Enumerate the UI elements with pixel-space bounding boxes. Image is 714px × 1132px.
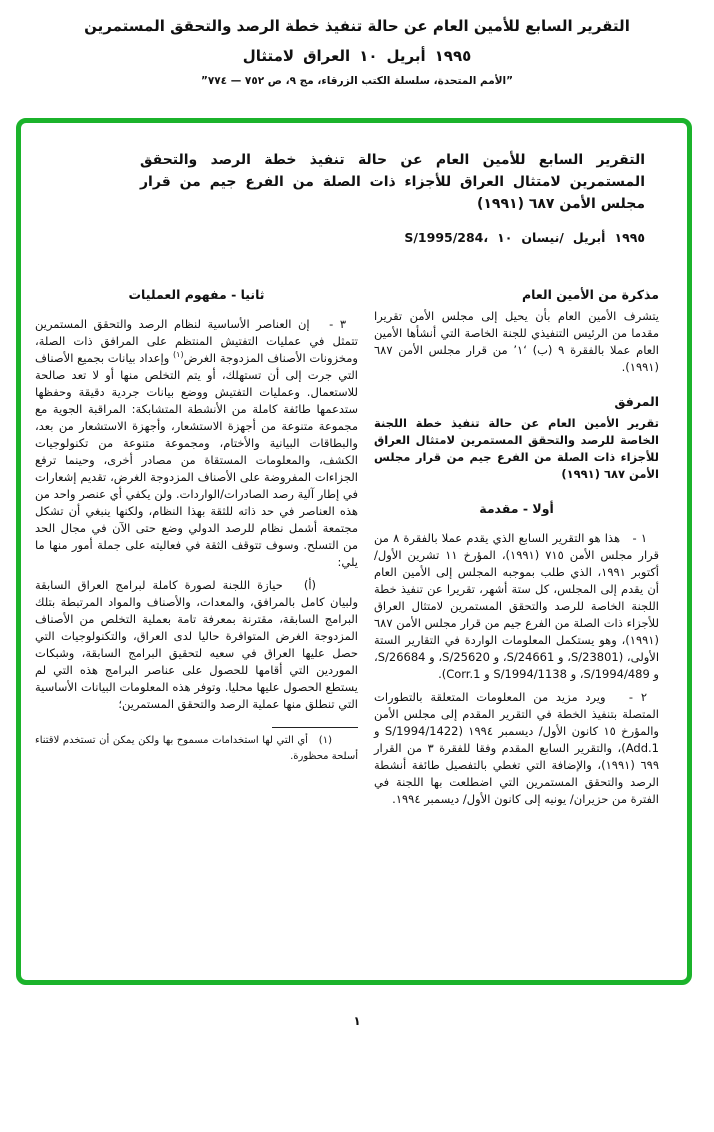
annex-heading: المرفق bbox=[614, 394, 659, 409]
header-source-line: ”الأمم المتحدة، سلسلة الكتب الزرقاء، مج ٩، ص ‎٧٥٢ — ٧٧٤‎” bbox=[200, 75, 514, 87]
paragraph-1: ١ - هذا هو التقرير السابع الذي يقدم عملا بالفقرة ٨ من قرار مجلس الأمن ٧١٥ (١٩٩١)، المؤرخ ١١ تشرين الأول/ أكتوبر ١٩٩١، الذي طلب بموجبه المجلس إلى الأمين العام أن يقدم إلى المجلس، كل ستة أشهر، تقريرا عن تنفيذ خطة اللجنة الخاصة للرصد والتحقق المستمرين لامتثال العراق للأجزاء ذات الصلة من الفرع جيم من قرار مجلس الأمن ٦٨٧ (١٩٩١)، وهو يستكمل المعلومات الواردة في التقارير الستة الأولى، (S/23801، و S/24661، و S/25620، و S/26684، و S/1994/489، و S/1994/1138 و Corr.1). bbox=[374, 531, 660, 681]
document-symbol: S/1995/284، bbox=[404, 230, 489, 245]
header-date-year: ١٩٩٥ bbox=[434, 47, 472, 65]
document-date-year: ١٩٩٥ bbox=[614, 230, 645, 245]
section-1-heading: أولا - مقدمة bbox=[479, 501, 554, 516]
paragraph-3-text-b: وإعداد بيانات بجميع الأصناف التي جرت إلى أن تستهلك، أو يتم التخلص منها أو لا تعد صالحة للاستعمال. وعمليات التفتيش ووضع بيانات جردية دقيقة وحفظها ستدعمها طائفة كاملة من الأنشطة المتشابكة: المراقبة الجوية مع مجموعة متنوعة من أجهزة الاستشعار، وأجهزة الاستشعار من بعد، والبطاقات البيانية والأختام، ومجموعة متنوعة من تكنولوجيات الكشف، والمعلومات المستقاة من مصادر أخرى، وحينما ترفع الجزاءات المفروضة على الأصناف المزدوجة الغرض، تقديم إشعارات في إطار آلية رصد الصادرات/الواردات. ولن يكفي أي عنصر واحد من هذه العناصر في حد ذاته للثقة بهذا النظام، ولكنها ينبغي أن تشكل مجتمعة أشمل نظام للرصد الدولي وضع حتى الآن في مجال الحد من التسلح. وسوف تتوقف الثقة في فعاليته على جملة أمور منها ما يلي: bbox=[35, 351, 358, 569]
paragraph-3 bbox=[35, 316, 358, 571]
report-title: التقرير السابع للأمين العام عن حالة تنفيذ خطة الرصد والتحقق المستمرين لامتثال العراق للأجزاء ذات الصلة من الفرع جيم من قرار مجلس الأمن ٦٨٧ (١٩٩١) bbox=[140, 152, 645, 212]
note-heading: مذكرة من الأمين العام bbox=[522, 287, 659, 302]
footnote-ref-marker: (١) bbox=[173, 350, 184, 360]
document-date-month: أبريل bbox=[572, 230, 606, 245]
paragraph-3-text-a: ٣ - إن العناصر الأساسية لنظام الرصد والتحقق المستمرين تتمثل في عمليات التفتيش المنتظم على المرافق ذات الصلة، ومخزونات الأصناف المزدوجة الغرض bbox=[35, 317, 358, 365]
document-symbol-line bbox=[35, 230, 645, 245]
header-date-day: ١٠ bbox=[359, 47, 378, 65]
paragraph-2: ٢ - ويرد مزيد من المعلومات المتعلقة بالتطورات المتصلة بتنفيذ الخطة في التقرير المقدم إلى مجلس الأمن والمؤرخ ١٥ كانون الأول/ ديسمبر ١٩٩٤ (S/1994/1422 و Add.1)، والتقرير السابع المقدم وفقا للفقرة ٣ من القرار ٦٩٩ (١٩٩١)، والإضافة التي تغطي بالتفصيل طائفة أنشطة الرصد والتحقق المستمرين التي اضطلعت بها اللجنة في الفترة من حزيران/ يونيه إلى كانون الأول/ ديسمبر ١٩٩٤. bbox=[374, 690, 659, 806]
page-number: ١ bbox=[353, 1014, 361, 1028]
two-column-body bbox=[35, 287, 659, 808]
paragraph-3-item-a: (أ) حيازة اللجنة لصورة كاملة لبرامج العراق السابقة ولبيان كامل بالمرافق، والمعدات، والأصناف والمواد المرتبطة بتلك البرامج السابقة، مقترنة بمعرفة تامة بعملية التخلص من الأصناف المزدوجة الغرض المتوافرة حاليا لدى العراق، والتكنولوجيات التي حصل عليها العراق في سعيه لتحقيق البرامج السابقة، وشبكات الموردين التي أقامها للحصول على عناصر البرامج هذه التي لم يستطع الحصول عليها محليا. وتوفر هذه المعلومات البيانات الأساسية التي تنطلق منها عملية الرصد والتحقق المستمرين؛ bbox=[35, 578, 358, 711]
report-frame bbox=[16, 118, 692, 985]
header-word-1: لامتثال bbox=[242, 47, 295, 65]
annex-title: تقرير الأمين العام عن حالة تنفيذ خطة اللجنة الخاصة للرصد والتحقق المستمرين لامتثال العراق للأجزاء ذات الصلة من الفرع جيم من قرار مجلس الأمن ٦٨٧ (١٩٩١) bbox=[374, 416, 659, 481]
document-date-month-arabic: نيسان/ bbox=[521, 230, 564, 245]
header-title-line2 bbox=[0, 47, 714, 65]
section-2-heading: ثانيا - مفهوم العمليات bbox=[128, 287, 265, 302]
note-paragraph: يتشرف الأمين العام بأن يحيل إلى مجلس الأمن تقريرا مقدما من الرئيس التنفيذي للجنة الخاصة التي أنشأها الأمين العام عملا بالفقرة ٩ (ب) ‘١’ من قرار مجلس الأمن ٦٨٧ (١٩٩١). bbox=[374, 309, 659, 374]
column-right bbox=[374, 287, 659, 808]
footnote-text: (١) أي التي لها استخدامات مسموح بها ولكن يمكن أن تستخدم لاقتناء أسلحة محظورة. bbox=[35, 735, 358, 762]
document-header bbox=[0, 0, 714, 87]
column-left bbox=[35, 287, 358, 808]
header-title-line1: التقرير السابع للأمين العام عن حالة تنفيذ خطة الرصد والتحقق المستمرين bbox=[84, 17, 630, 35]
footnote-divider bbox=[272, 727, 358, 728]
document-date-day: ١٠ bbox=[497, 230, 513, 245]
header-word-2: العراق bbox=[303, 47, 351, 65]
header-date-month: أبريل bbox=[386, 47, 426, 65]
